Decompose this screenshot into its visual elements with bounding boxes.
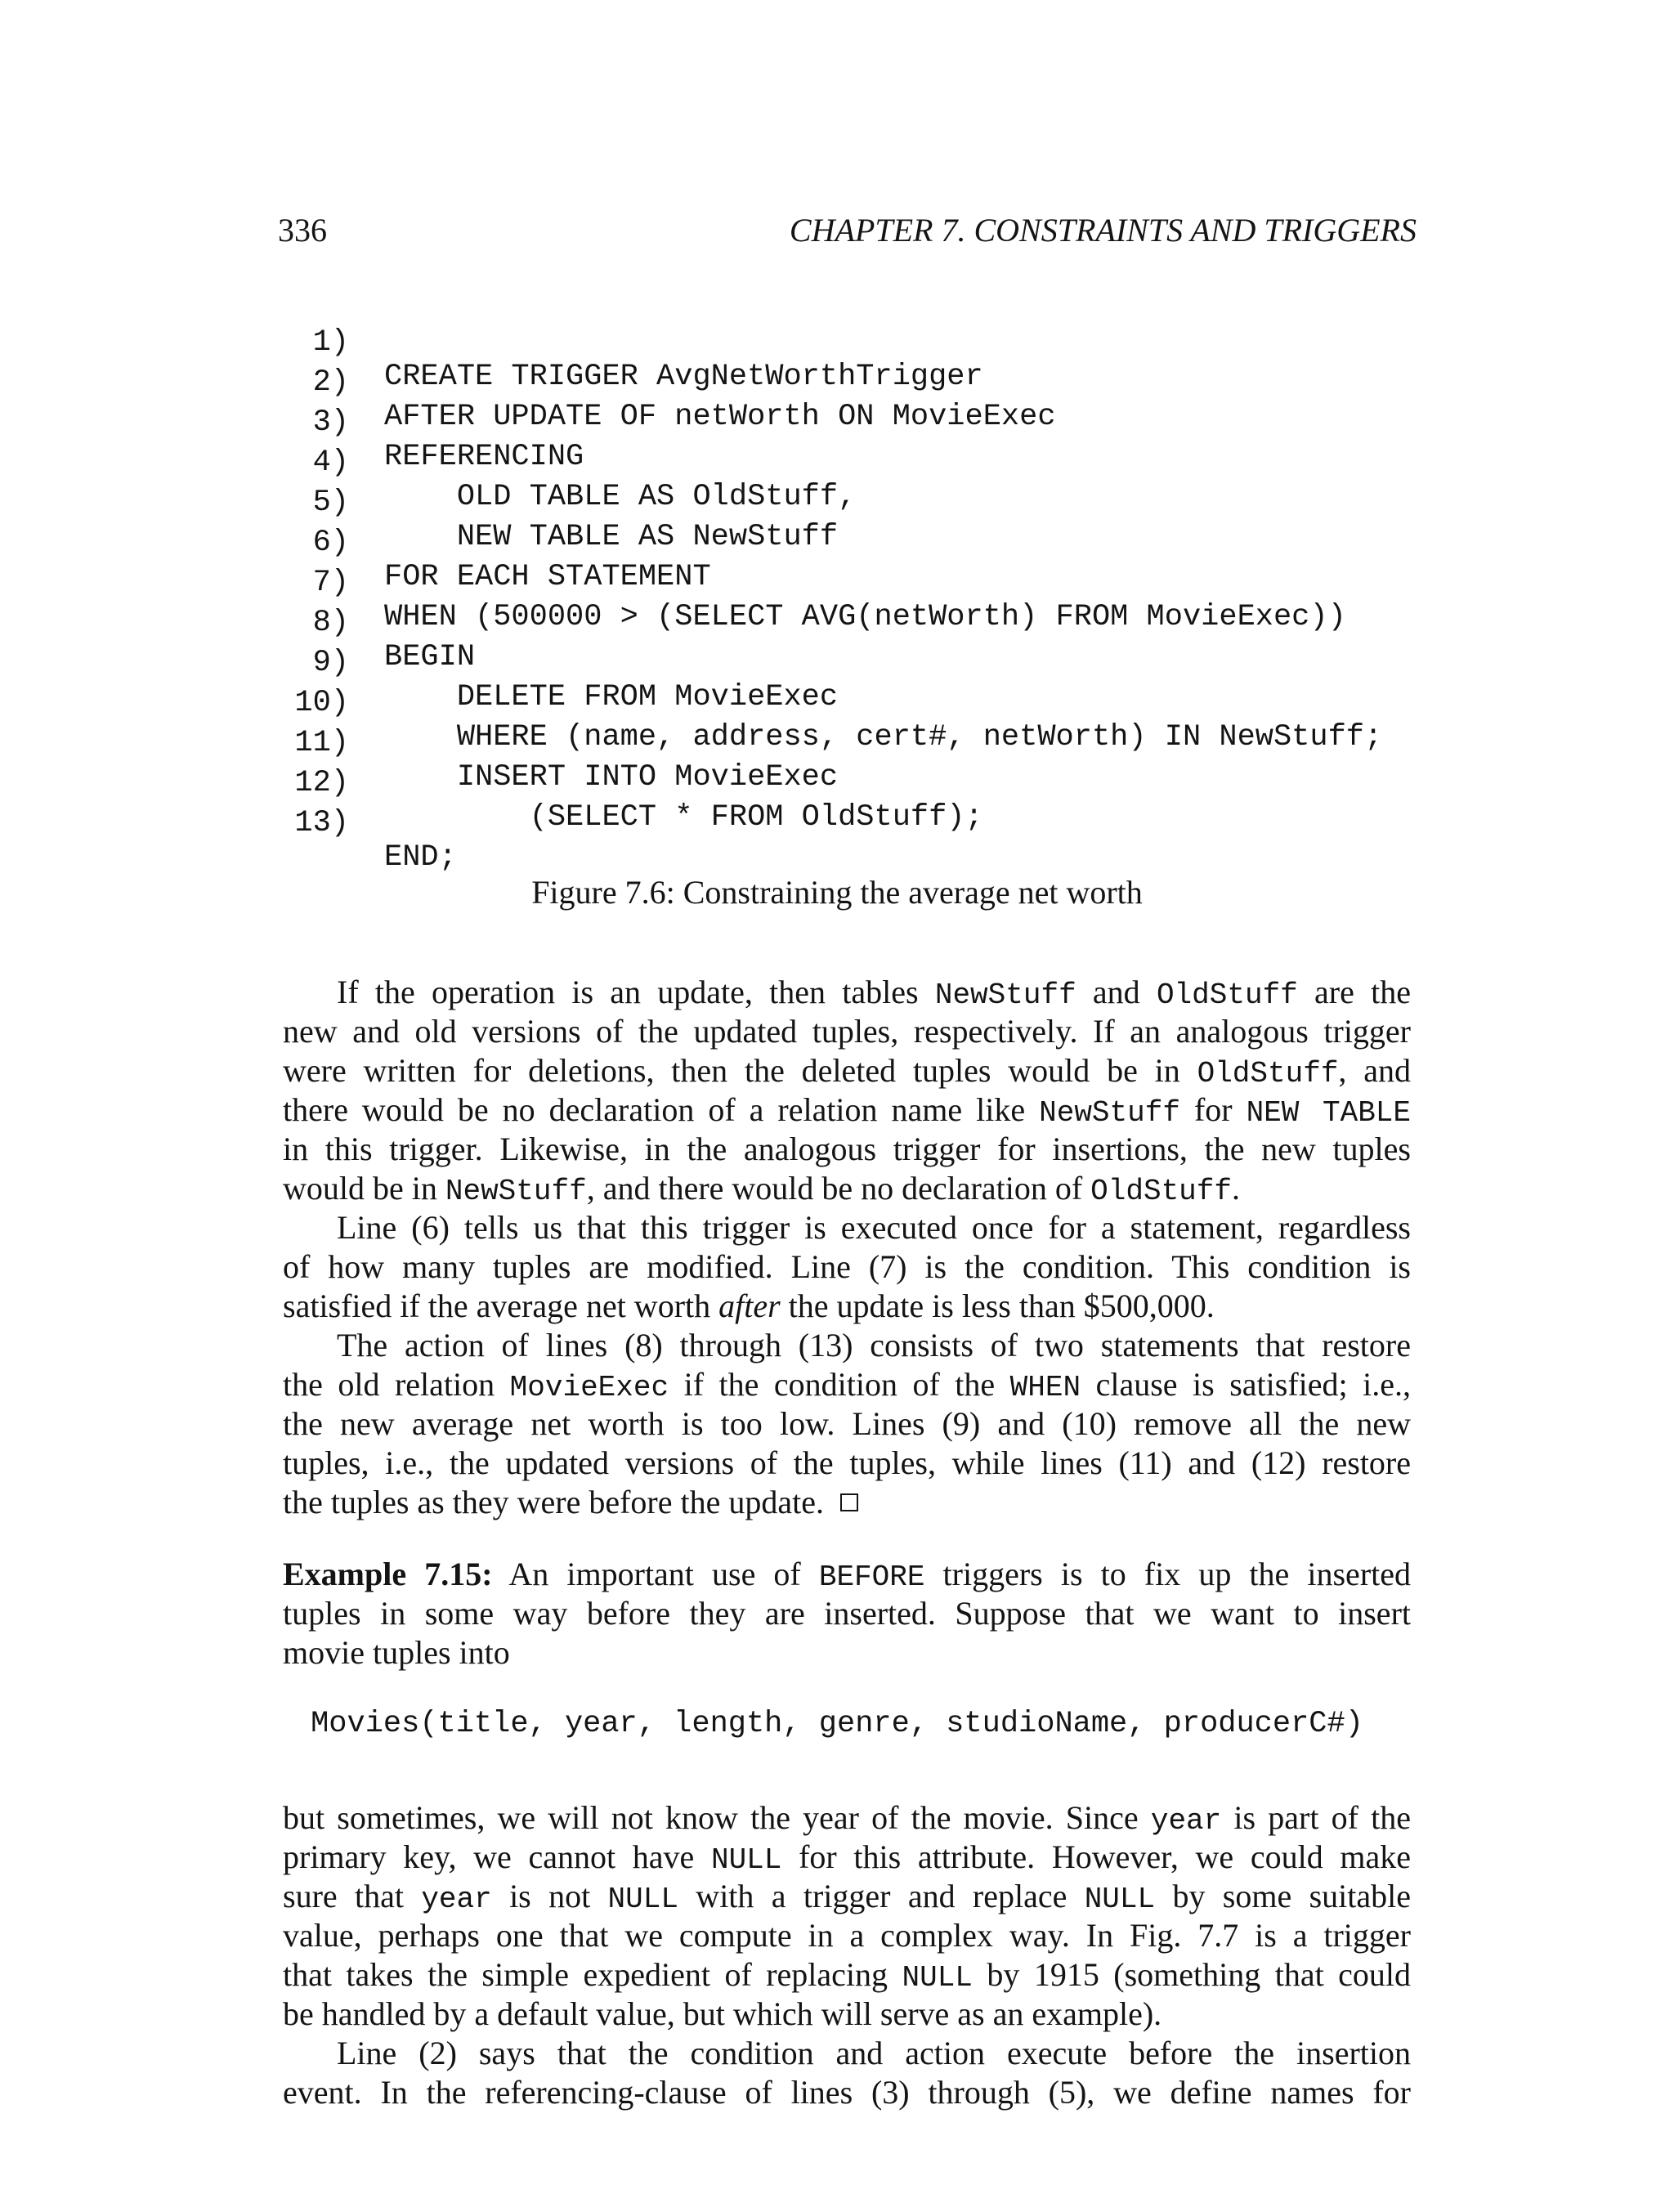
paragraph <box>283 1208 1411 1326</box>
text-line: would be in NewStuff, and there would be no declaration of OldStuff. <box>283 1170 1240 1208</box>
text-line: Line (2) says that the condition and action execute before the insertion <box>337 2035 1411 2071</box>
code-text: NEW TABLE AS NewStuff <box>384 520 839 554</box>
text-line: Line (6) tells us that this trigger is executed once for a statement, regardless <box>337 1209 1411 1246</box>
text-line: movie tuples into <box>283 1634 510 1671</box>
line-number: 2) <box>312 365 349 400</box>
text-line: of how many tuples are modified. Line (7) is the condition. This condition is <box>283 1248 1411 1285</box>
chapter-title: CHAPTER 7. CONSTRAINTS AND TRIGGERS <box>789 212 1417 249</box>
paragraph <box>283 1326 1411 1522</box>
code-listing <box>221 291 1447 875</box>
text-line: new and old versions of the updated tuples, respectively. If an analogous trigger <box>283 1013 1411 1050</box>
line-number: 13) <box>294 806 349 840</box>
code-line <box>221 371 584 474</box>
text-line: The action of lines (8) through (13) consists of two statements that restore <box>337 1327 1411 1363</box>
code-text: DELETE FROM MovieExec <box>384 680 839 714</box>
code-text: BEGIN <box>384 640 476 674</box>
code-text: WHERE (name, address, cert#, netWorth) IN NewStuff; <box>384 720 1383 754</box>
text-line: in this trigger. Likewise, in the analogous trigger for insertions, the new tuples <box>283 1131 1411 1167</box>
code-text: OLD TABLE AS OldStuff, <box>384 480 857 514</box>
code-text: FOR EACH STATEMENT <box>384 560 711 594</box>
paragraph <box>283 973 1411 1208</box>
display-code: Movies(title, year, length, genre, studioName, producerC#) <box>311 1707 1363 1741</box>
text-line: Example 7.15: An important use of BEFORE triggers is to fix up the inserted <box>283 1556 1412 1594</box>
text-line: primary key, we cannot have NULL for this attribute. However, we could make <box>283 1838 1412 1877</box>
text-line: but sometimes, we will not know the year of the movie. Since year is part of the <box>283 1799 1411 1838</box>
text-line: If the operation is an update, then tables NewStuff and OldStuff are the <box>337 974 1411 1012</box>
code-text: END; <box>384 840 457 875</box>
text-line: satisfied if the average net worth after the update is less than $500,000. <box>283 1287 1215 1324</box>
text-line: there would be no declaration of a relation name like NewStuff for NEW TABLE <box>283 1091 1412 1130</box>
qed-square-icon <box>840 1493 858 1511</box>
line-number: 12) <box>294 766 349 800</box>
figure-caption: Figure 7.6: Constraining the average net worth <box>531 874 1143 911</box>
text-line: be handled by a default value, but which will serve as an example). <box>283 1995 1162 2032</box>
code-line <box>221 291 983 394</box>
paragraph <box>283 2034 1411 2112</box>
page-number: 336 <box>278 212 327 249</box>
code-text: INSERT INTO MovieExec <box>384 760 839 795</box>
text-line: tuples, i.e., the updated versions of the tuples, while lines (11) and (12) restore <box>283 1444 1411 1481</box>
example-paragraph <box>283 1555 1411 1672</box>
line-number: 1) <box>312 325 349 360</box>
example-label: Example 7.15: <box>283 1556 493 1592</box>
line-number: 8) <box>312 606 349 640</box>
text-line: the old relation MovieExec if the condition of the WHEN clause is satisfied; i.e., <box>283 1366 1411 1404</box>
code-text: (SELECT * FROM OldStuff); <box>384 800 983 835</box>
line-number: 4) <box>312 446 349 480</box>
paragraph <box>283 1798 1411 2034</box>
code-text: WHEN (500000 > (SELECT AVG(netWorth) FROM MovieExec)) <box>384 600 1346 634</box>
code-text: AFTER UPDATE OF netWorth ON MovieExec <box>384 400 1056 434</box>
code-text: CREATE TRIGGER AvgNetWorthTrigger <box>384 360 983 394</box>
text-line: value, perhaps one that we compute in a complex way. In Fig. 7.7 is a trigger <box>283 1917 1411 1954</box>
text-line: were written for deletions, then the deleted tuples would be in OldStuff, and <box>283 1052 1411 1090</box>
text-line: the tuples as they were before the update. <box>283 1483 1411 1522</box>
code-text: REFERENCING <box>384 440 584 474</box>
line-number: 6) <box>312 526 349 560</box>
line-number: 5) <box>312 486 349 520</box>
code-line <box>221 571 476 674</box>
line-number: 11) <box>294 726 349 760</box>
text-line: sure that year is not NULL with a trigger and replace NULL by some suitable <box>283 1878 1411 1916</box>
line-number: 10) <box>294 686 349 720</box>
line-number: 7) <box>312 566 349 600</box>
line-number: 3) <box>312 405 349 440</box>
text-line: the new average net worth is too low. Lines (9) and (10) remove all the new <box>283 1405 1411 1442</box>
text-line: event. In the referencing-clause of lines (3) through (5), we define names for <box>283 2074 1411 2111</box>
text-line: tuples in some way before they are inserted. Suppose that we want to insert <box>283 1595 1411 1632</box>
text-line: that takes the simple expedient of replacing NULL by 1915 (something that could <box>283 1956 1411 1995</box>
line-number: 9) <box>312 646 349 680</box>
